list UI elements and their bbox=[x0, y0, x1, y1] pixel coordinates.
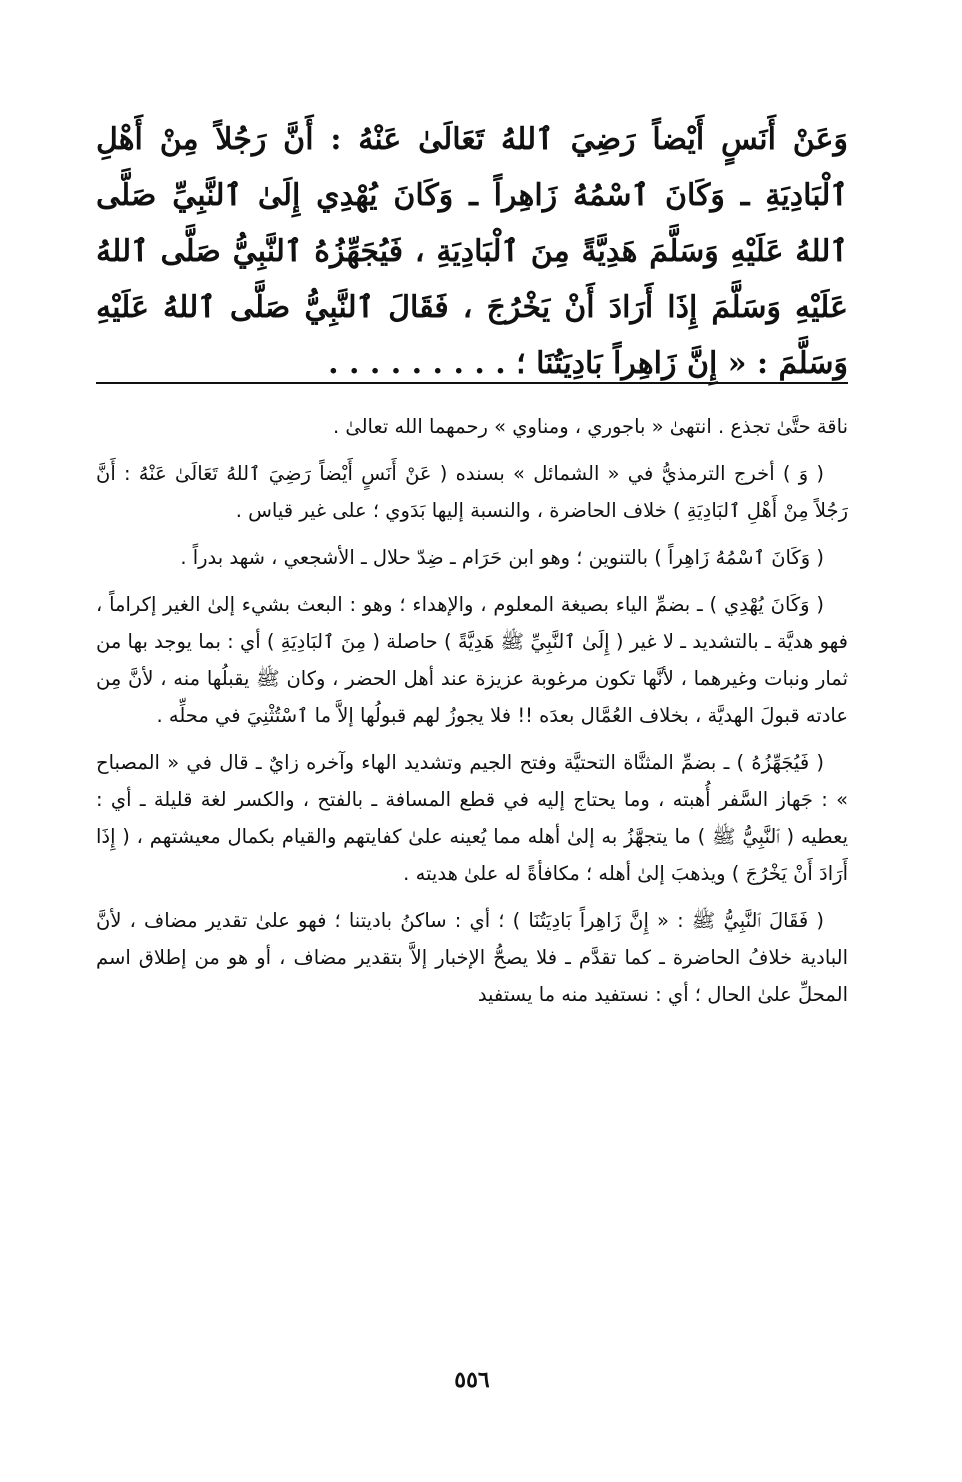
commentary-paragraph: ( فَقَالَ ٱلنَّبِيُّ ﷺ : « إِنَّ زَاهِراً بَادِيَتُنَا ) ؛ أي : ساكنُ باديتنا ؛ فهو علىٰ تقدير مضاف ، لأنَّ البادية خلافُ الحاضرة ـ كما تقدَّم ـ فلا يصحُّ الإخبار إلاَّ بتقدير مضاف ، أو هو من إطلاق اسم المحلِّ علىٰ الحال ؛ أي : نستفيد منه ما يستفيد bbox=[96, 909, 848, 1006]
hadith-text: وَعَنْ أَنَسٍ أَيْضاً رَضِيَ ٱللهُ تَعَالَىٰ عَنْهُ : أَنَّ رَجُلاً مِنْ أَهْلِ ٱلْبَادِيَةِ ـ وَكَانَ ٱسْمُهُ زَاهِراً ـ وَكَانَ يُهْدِي إِلَىٰ ٱلنَّبِيِّ صَلَّى ٱللهُ عَلَيْهِ وَسَلَّمَ هَدِيَّةً مِنَ ٱلْبَادِيَةِ ، فَيُجَهِّزُهُ ٱلنَّبِيُّ صَلَّى ٱللهُ عَلَيْهِ وَسَلَّمَ إِذَا أَرَادَ أَنْ يَخْرُجَ ، فَقَالَ ٱلنَّبِيُّ صَلَّى ٱللهُ عَلَيْهِ وَسَلَّمَ : « إِنَّ زَاهِراً بَادِيَتُنَا ؛ . . . . . . . . . bbox=[96, 122, 848, 381]
commentary-paragraph: ( وَكَانَ ٱسْمُهُ زَاهِراً ) بالتنوين ؛ وهو ابن حَرَام ـ ضِدّ حلال ـ الأشجعي ، شهد بدراً . bbox=[180, 546, 824, 569]
commentary-paragraph: ( وَ ) أخرج الترمذيُّ في « الشمائل » بسنده ( عَنْ أَنَسٍ أَيْضاً رَضِيَ ٱللهُ تَعَالَىٰ عَنْهُ : أَنَّ رَجُلاً مِنْ أَهْلِ ٱلبَادِيَةِ ) خلاف الحاضرة ، والنسبة إليها بَدَوي ؛ على غير قياس . bbox=[96, 462, 848, 522]
commentary-paragraph: ( وَكَانَ يُهْدِي ) ـ بضمِّ الياء بصيغة المعلوم ، والإهداء ؛ وهو : البعث بشيء إلىٰ الغير إكراماً ، فهو هديَّة ـ بالتشديد ـ لا غير ( إِلَىٰ ٱلنَّبِيِّ ﷺ هَدِيَّةً ) حاصلة ( مِنَ ٱلبَادِيَةِ ) أي : بما يوجد بها من ثمار ونبات وغيرهما ، لأنَّها تكون مرغوبة عزيزة عند أهل الحضر ، وكان ﷺ يقبلُها منه ، لأنَّ مِن عادته قبولَ الهديَّة ، بخلاف العُمَّال بعدَه !! فلا يجوزُ لهم قبولُها إلاَّ ما ٱسْتُثْنِيَ في محلِّه . bbox=[96, 593, 848, 727]
commentary-paragraph: ناقة حتَّىٰ تجذع . انتهىٰ « باجوري ، ومناوي » رحمهما الله تعالىٰ . bbox=[332, 415, 848, 438]
commentary bbox=[96, 408, 848, 1023]
commentary-paragraph: ( فَيُجَهِّزُهُ ) ـ بضمِّ المثنَّاة التحتيَّة وفتح الجيم وتشديد الهاء وآخره زايٌ ـ قال في « المصباح » : جَهاز السَّفر أُهبته ، وما يحتاج إليه في قطع المسافة ـ بالفتح ، والكسر لغة قليلة ـ أي : يعطيه ( ٱلنَّبِيُّ ﷺ ) ما يتجهَّزُ به إلىٰ أهله مما يُعينه علىٰ كفايتهم والقيام بكمال معيشتهم ، ( إِذَا أَرَادَ أَنْ يَخْرُجَ ) ويذهبَ إلىٰ أهله ؛ مكافأةً له علىٰ هديته . bbox=[96, 751, 848, 885]
footnote-divider bbox=[96, 382, 848, 384]
page bbox=[96, 112, 848, 1402]
page-number: ٥٥٦ bbox=[454, 1367, 490, 1393]
